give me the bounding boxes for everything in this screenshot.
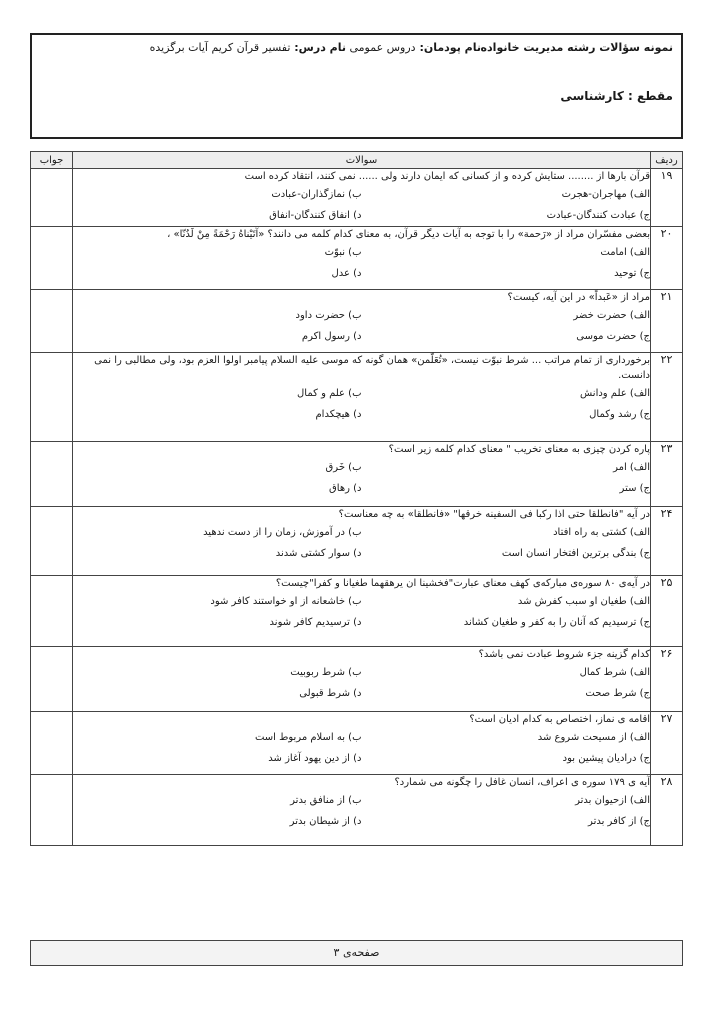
question-number: ۲۵	[651, 576, 683, 647]
option-a: الف) طغیان او سبب کفرش شد	[517, 596, 650, 607]
question-stem: بعضی مفسّران مراد از «رَحمة» را با توجه به آیات دیگر قرآن، به معنای کدام کلمه می دانند؟ «آتَیْناهُ رَحْمَةً مِنْ لَدُنّا» ،	[167, 229, 650, 240]
question-options	[73, 184, 650, 226]
option-b: ب) در آموزش، زمان را از دست ندهید	[203, 527, 362, 538]
option-d: د) هیچکدام	[315, 409, 362, 420]
option-a: الف) امر	[613, 462, 650, 473]
answer-cell	[31, 576, 73, 647]
table-row	[31, 712, 683, 775]
option-d: د) رهاق	[329, 483, 362, 494]
question-cell	[73, 576, 651, 647]
question-options	[73, 727, 650, 769]
option-b: ب) حضرت داود	[295, 310, 362, 321]
question-cell	[73, 227, 651, 290]
question-cell	[73, 712, 651, 775]
option-c: ج) رشد وکمال	[589, 409, 650, 420]
exam-title: نمونه سؤالات رشته مدیریت خانواده	[480, 41, 673, 54]
module-label: نام پودمان:	[419, 41, 481, 54]
option-d: د) ترسیدیم کافر شوند	[269, 617, 362, 628]
row-number-header: ردیف	[651, 152, 683, 169]
option-d: د) رسول اکرم	[301, 331, 362, 342]
module-value: دروس عمومی	[349, 41, 416, 54]
table-row	[31, 647, 683, 712]
answer-cell	[31, 290, 73, 353]
option-a: الف) کشتی به راه افتاد	[553, 527, 650, 538]
option-d: د) از دین یهود آغاز شد	[268, 753, 362, 764]
option-c: ج) بندگی برترین افتخار انسان است	[501, 548, 650, 559]
option-d: د) شرط قبولی	[299, 688, 362, 699]
course-label: نام درس:	[294, 41, 346, 54]
questions-table	[30, 151, 683, 846]
question-stem: مراد از «عَبداً» در این آیه، کیست؟	[507, 292, 650, 303]
question-cell	[73, 507, 651, 576]
question-number: ۲۴	[651, 507, 683, 576]
answer-cell	[31, 442, 73, 507]
answer-cell	[31, 353, 73, 442]
option-d: د) سوار کشتی شدند	[275, 548, 362, 559]
question-stem: کدام گزینه جزء شروط عبادت نمی باشد؟	[478, 649, 650, 660]
question-number: ۱۹	[651, 169, 683, 227]
question-options	[73, 242, 650, 284]
question-options	[73, 305, 650, 347]
exam-header	[30, 33, 683, 139]
question-stem: برخورداری از تمام مراتب ... شرط نبوّت نیست، «تُعَلّمن» همان گونه که موسی علیه السلام پیامبر اولوا العزم بود، ولی مطالبی را نمی دانست.	[94, 355, 650, 381]
module-info	[349, 41, 481, 54]
option-b: ب) از منافق بدتر	[290, 795, 362, 806]
page-number: صفحه‌ی ۳	[333, 946, 380, 959]
option-a: الف) از مسیحت شروع شد	[537, 732, 650, 743]
question-stem: قرآن بارها از ........ ستایش کرده و از کسانی که ایمان دارند ولی ...... نمی کنند، انتقاد کرده است	[244, 171, 650, 182]
option-a: الف) ازحیوان بدتر	[575, 795, 650, 806]
option-c: ج) عبادت کنندگان-عبادت	[546, 210, 650, 221]
question-stem: پاره کردن چیزی به معنای تخریب " معنای کدام کلمه زیر است؟	[388, 444, 650, 455]
question-cell	[73, 775, 651, 846]
option-c: ج) حضرت موسی	[576, 331, 650, 342]
answer-cell	[31, 227, 73, 290]
option-d: د) از شیطان بدتر	[289, 816, 362, 827]
question-stem: اقامه ی نماز، اختصاص به کدام ادیان است؟	[469, 714, 650, 725]
option-a: الف) مهاجران-هجرت	[561, 189, 650, 200]
option-a: الف) حضرت خضر	[573, 310, 650, 321]
table-row	[31, 353, 683, 442]
option-d: د) انفاق کنندگان-انفاق	[269, 210, 362, 221]
option-a: الف) شرط کمال	[579, 667, 650, 678]
table-header-row	[31, 152, 683, 169]
answer-cell	[31, 507, 73, 576]
question-stem: در آیه‌ی ۸۰ سوره‌ی مبارکه‌ی کهف معنای عبارت"فخشینا ان یرهقهما طغیانا و کفرا"چیست؟	[275, 578, 650, 589]
table-row	[31, 576, 683, 647]
question-options	[73, 790, 650, 832]
answer-cell	[31, 712, 73, 775]
question-number: ۲۱	[651, 290, 683, 353]
question-options	[73, 457, 650, 499]
answer-cell	[31, 169, 73, 227]
option-c: ج) شرط صحت	[585, 688, 650, 699]
question-options	[73, 591, 650, 633]
option-a: الف) علم ودانش	[580, 388, 650, 399]
questions-header: سوالات	[73, 152, 651, 169]
option-b: ب) نمازگذاران-عبادت	[271, 189, 362, 200]
option-c: ج) درادیان پیشین بود	[562, 753, 650, 764]
question-options	[73, 662, 650, 704]
question-number: ۲۳	[651, 442, 683, 507]
question-number: ۲۲	[651, 353, 683, 442]
option-a: الف) امامت	[600, 247, 650, 258]
table-row	[31, 507, 683, 576]
option-b: ب) شرط ربوبیت	[290, 667, 362, 678]
degree-level: مقطع : کارشناسی	[560, 89, 673, 103]
question-stem: آیه ی ۱۷۹ سوره ی اعراف، انسان غافل را چگونه می شمارد؟	[394, 777, 650, 788]
option-c: ج) ستر	[619, 483, 650, 494]
answer-cell	[31, 647, 73, 712]
option-c: ج) توحید	[614, 268, 650, 279]
question-number: ۲۰	[651, 227, 683, 290]
table-row	[31, 169, 683, 227]
option-d: د) عدل	[331, 268, 362, 279]
option-b: ب) خاشعانه از او خواستند کافر شود	[210, 596, 362, 607]
option-b: ب) خَرق	[325, 462, 362, 473]
question-cell	[73, 442, 651, 507]
question-options	[73, 383, 650, 425]
option-c: ج) ترسیدیم که آنان را به کفر و طغیان کشاند	[463, 617, 650, 628]
table-row	[31, 442, 683, 507]
course-value: تفسیر قرآن کریم آیات برگزیده	[149, 41, 291, 54]
table-row	[31, 775, 683, 846]
question-number: ۲۷	[651, 712, 683, 775]
question-cell	[73, 647, 651, 712]
question-cell	[73, 353, 651, 442]
answer-cell	[31, 775, 73, 846]
question-stem: در آیه "فانطلقا حتی اذا رکبا فی السفینه خرقها" «فانطلقا» به چه معناست؟	[338, 509, 650, 520]
table-row	[31, 290, 683, 353]
question-number: ۲۶	[651, 647, 683, 712]
question-cell	[73, 169, 651, 227]
question-cell	[73, 290, 651, 353]
table-row	[31, 227, 683, 290]
option-b: ب) به اسلام مربوط است	[254, 732, 362, 743]
question-number: ۲۸	[651, 775, 683, 846]
option-c: ج) از کافر بدتر	[588, 816, 650, 827]
course-info	[150, 41, 346, 54]
answer-header: جواب	[31, 152, 73, 169]
option-b: ب) نبوّت	[324, 247, 362, 258]
option-b: ب) علم و کمال	[297, 388, 362, 399]
page-footer	[30, 940, 683, 966]
question-options	[73, 522, 650, 564]
